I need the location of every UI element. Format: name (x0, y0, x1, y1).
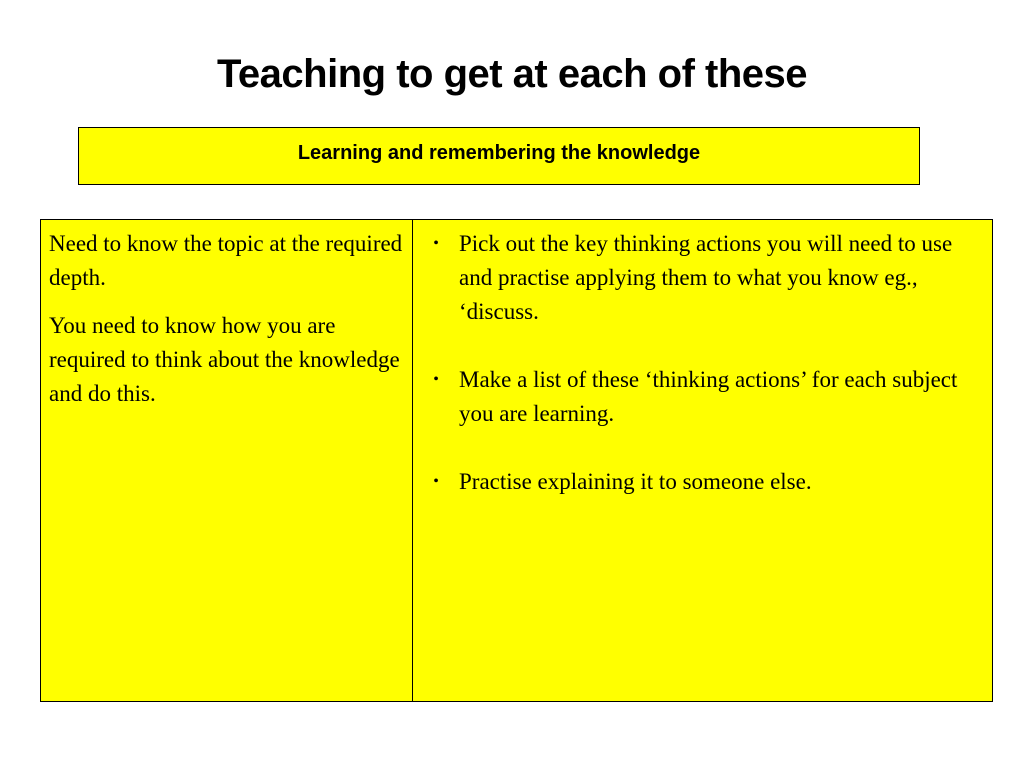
bullet-text-1: Pick out the key thinking actions you will need to use and practise applying them to what you know eg., ‘discuss. (459, 231, 953, 324)
bullet-text-2: Make a list of these ‘thinking actions’ for each subject you are learning. (459, 367, 958, 426)
content-table (40, 219, 993, 702)
left-paragraph-1: Need to know the topic at the required depth. (49, 231, 403, 290)
heading-box-label: Learning and remembering the knowledge (297, 142, 701, 164)
left-paragraph-2: You need to know how you are required to think about the knowledge and do this. (49, 313, 400, 406)
list-item (413, 465, 984, 499)
list-item (413, 363, 984, 431)
list-item (413, 227, 984, 329)
right-cell (413, 220, 992, 701)
slide-title: Teaching to get at each of these (216, 52, 808, 96)
heading-box (78, 127, 920, 185)
bullet-icon: • (433, 235, 439, 252)
bullet-text-3: Practise explaining it to someone else. (459, 469, 812, 494)
left-cell (41, 220, 413, 701)
bullet-icon: • (433, 371, 439, 388)
bullet-icon: • (433, 473, 439, 490)
bullet-list (413, 227, 984, 499)
